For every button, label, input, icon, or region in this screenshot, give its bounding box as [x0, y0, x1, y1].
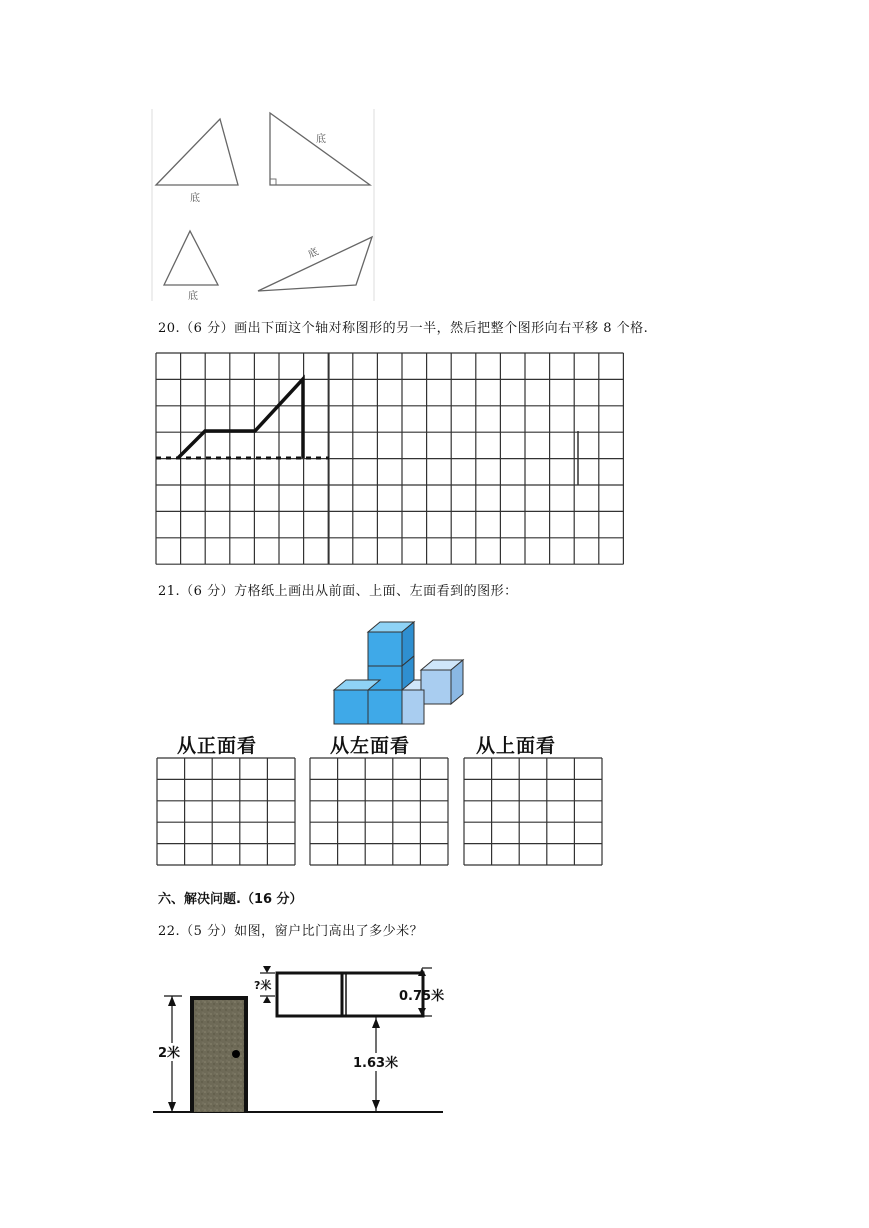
view-grid-left[interactable] [308, 756, 452, 868]
symmetry-grid[interactable] [154, 351, 632, 567]
triangle-2 [270, 113, 370, 185]
door-height-label: 2米 [158, 1046, 181, 1061]
view-label-left: 从左面看 [330, 735, 411, 757]
section-6-title: 六、解决问题.（16 分） [158, 892, 303, 907]
triangle-4 [258, 237, 372, 291]
view-label-top: 从上面看 [476, 735, 557, 757]
triangle-1 [156, 119, 238, 185]
base-label-2: 底 [316, 134, 326, 145]
base-label-1: 底 [190, 193, 200, 204]
view-grid-front[interactable] [155, 756, 299, 868]
triangles-figure [148, 105, 383, 305]
cube-stack-figure [325, 618, 483, 726]
question-21: 21.（6 分）方格纸上画出从前面、上面、左面看到的图形： [158, 584, 518, 599]
window-bottom-label: 1.63米 [353, 1056, 399, 1071]
half-figure [178, 379, 303, 458]
light-cube-1 [421, 660, 463, 704]
base-label-4: 底 [306, 246, 321, 261]
triangle-3 [164, 231, 218, 285]
right-angle-mark [270, 179, 276, 185]
window-height-label: 0.75米 [399, 989, 445, 1004]
question-20: 20.（6 分）画出下面这个轴对称图形的另一半，然后把整个图形向右平移 8 个格. [158, 321, 649, 336]
base-label-3: 底 [188, 291, 198, 302]
question-22: 22.（5 分）如图，窗户比门高出了多少米？ [158, 924, 424, 939]
door-knob [232, 1050, 240, 1058]
view-label-front: 从正面看 [177, 735, 258, 757]
door-window-figure [150, 958, 450, 1118]
gap-label: ?米 [254, 979, 272, 992]
view-grid-top[interactable] [462, 756, 606, 868]
